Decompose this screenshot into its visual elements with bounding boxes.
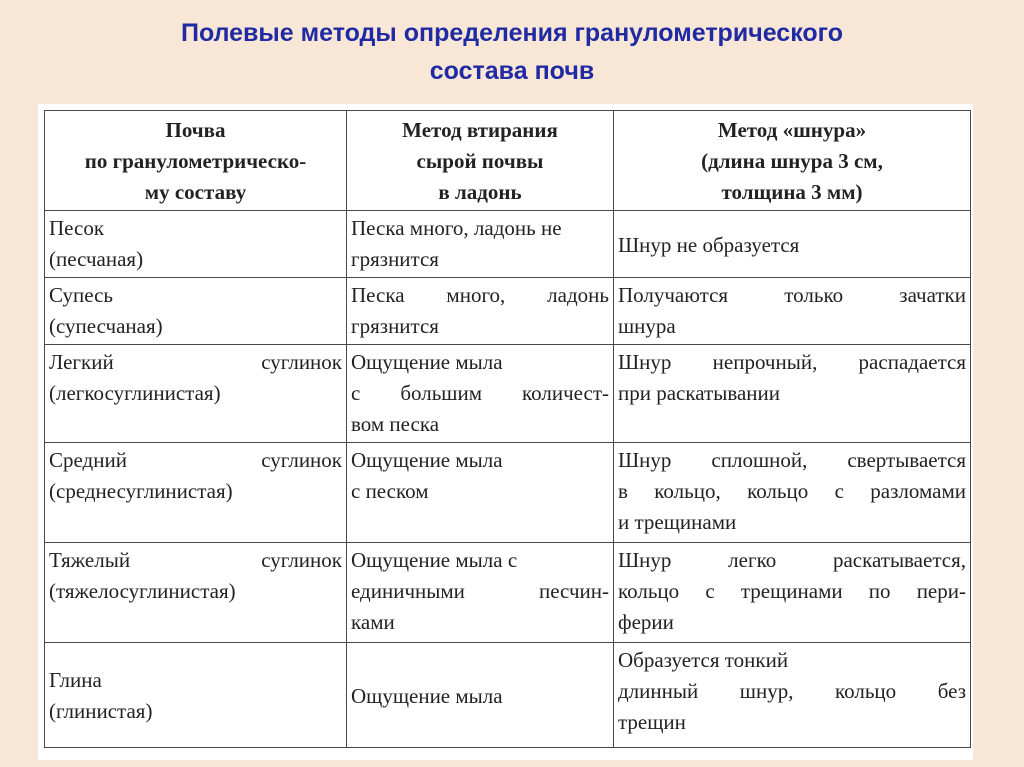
cell-rubbing <box>347 278 614 345</box>
cell-cord <box>614 643 971 748</box>
cell-rubbing <box>347 345 614 443</box>
cell-line: (среднесуглинистая) <box>49 479 233 503</box>
cell-soil <box>45 278 347 345</box>
header-rubbing-line: сырой почвы <box>416 149 544 173</box>
header-cord-line: Метод «шнура» <box>717 118 867 142</box>
cell-line: при раскатывании <box>618 381 780 405</box>
cell-line: ками <box>351 610 395 634</box>
cell-line: единичными песчин- <box>351 579 609 603</box>
cell-cord <box>614 443 971 543</box>
cell-line: Получаются только зачатки <box>618 283 966 307</box>
table-row <box>45 278 971 345</box>
cell-line: и трещинами <box>618 510 737 534</box>
cell-line: вом песка <box>351 412 440 436</box>
header-rubbing-line: Метод втирания <box>402 118 558 142</box>
cell-line: Супесь <box>49 283 113 307</box>
header-cord-line: (длина шнура 3 см, <box>701 149 883 173</box>
cell-line: (легкосуглинистая) <box>49 381 221 405</box>
header-rubbing-line: в ладонь <box>438 180 522 204</box>
cell-rubbing <box>347 643 614 748</box>
cell-line: с большим количест- <box>351 381 609 405</box>
table-row <box>45 543 971 643</box>
cell-line: Шнур не образуется <box>618 232 800 257</box>
cell-line: Шнур непрочный, распадается <box>618 350 966 374</box>
cell-line: Шнур легко раскатывается, <box>618 548 966 572</box>
table-row <box>45 643 971 748</box>
header-soil-line: му составу <box>144 180 247 204</box>
cell-line: Песок <box>49 216 105 240</box>
cell-soil <box>45 543 347 643</box>
slide-title-line-2: состава почв <box>429 57 595 85</box>
header-soil-line: Почва <box>165 118 226 142</box>
table-panel <box>38 104 973 760</box>
cell-soil <box>45 345 347 443</box>
cell-line: грязнится <box>351 314 439 338</box>
cell-line: длинный шнур, кольцо без <box>618 679 966 703</box>
cell-line: с песком <box>351 479 429 503</box>
cell-line: Шнур сплошной, свертывается <box>618 448 966 472</box>
cell-soil <box>45 443 347 543</box>
header-rubbing-method <box>347 111 614 211</box>
cell-cord <box>614 278 971 345</box>
cell-line: Песка много, ладонь <box>351 283 609 307</box>
cell-line: Песка много, ладонь не <box>351 216 562 240</box>
cell-line: Ощущение мыла с <box>351 548 518 572</box>
cell-line: Средний суглинок <box>49 448 342 472</box>
header-soil <box>45 111 347 211</box>
granulometric-methods-table <box>44 110 971 748</box>
table-row <box>45 443 971 543</box>
cell-line: Ощущение мыла <box>351 448 503 472</box>
cell-rubbing <box>347 443 614 543</box>
table-row <box>45 211 971 278</box>
header-cord-line: толщина 3 мм) <box>721 180 863 204</box>
cell-line: ферии <box>618 610 674 634</box>
header-cord-method <box>614 111 971 211</box>
cell-line: в кольцо, кольцо с разломами <box>618 479 966 503</box>
cell-line: (глинистая) <box>49 699 153 723</box>
cell-rubbing <box>347 543 614 643</box>
cell-line: Глина <box>49 668 102 692</box>
cell-line: (песчаная) <box>49 247 144 271</box>
cell-rubbing <box>347 211 614 278</box>
cell-line: Легкий суглинок <box>49 350 342 374</box>
cell-line: Ощущение мыла <box>351 683 503 708</box>
cell-cord <box>614 211 971 278</box>
cell-line: Ощущение мыла <box>351 350 503 374</box>
table-row <box>45 345 971 443</box>
cell-line: Тяжелый суглинок <box>49 548 342 572</box>
cell-line: трещин <box>618 710 686 734</box>
cell-soil <box>45 643 347 748</box>
cell-line: (супесчаная) <box>49 314 163 338</box>
cell-line: шнура <box>618 314 676 338</box>
cell-line: (тяжелосуглинистая) <box>49 579 236 603</box>
cell-cord <box>614 543 971 643</box>
header-soil-line: по гранулометрическо- <box>84 149 307 173</box>
table-header-row <box>45 111 971 211</box>
cell-cord <box>614 345 971 443</box>
cell-soil <box>45 211 347 278</box>
slide-title <box>0 14 1024 90</box>
slide-title-line-1: Полевые методы определения гранулометрического <box>180 19 843 47</box>
cell-line: грязнится <box>351 247 439 271</box>
cell-line: кольцо с трещинами по пери- <box>618 579 966 603</box>
cell-line: Образуется тонкий <box>618 648 789 672</box>
